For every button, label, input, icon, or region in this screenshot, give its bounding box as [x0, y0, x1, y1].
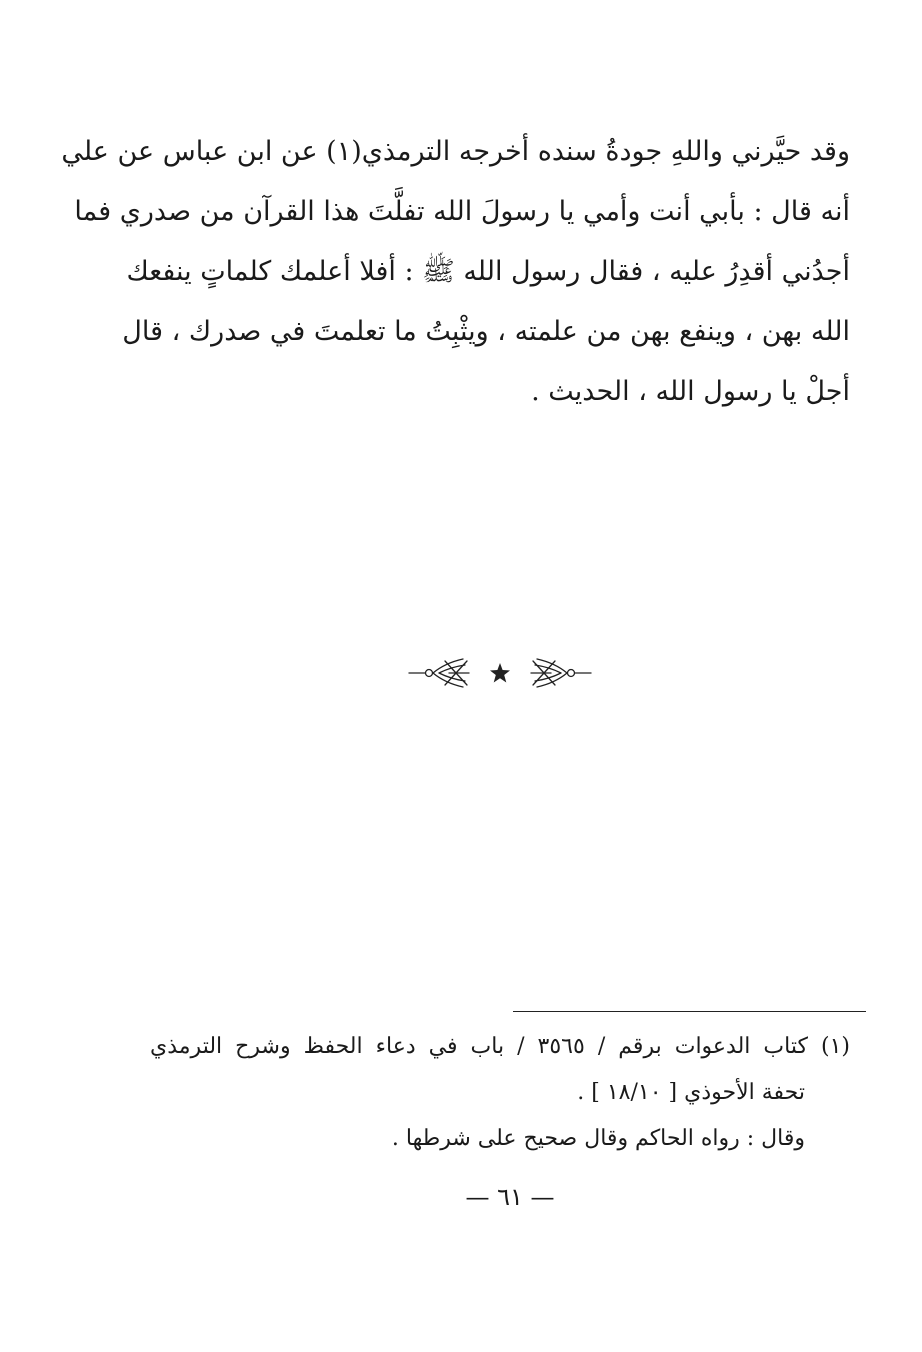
- footnote-separator: [513, 1011, 866, 1012]
- footnote-line: وقال : رواه الحاكم وقال صحيح على شرطها .: [391, 1126, 805, 1151]
- main-text-block: [61, 122, 850, 422]
- page-number: — ٦١ —: [465, 1183, 555, 1211]
- footnote-line: تحفة الأحوذي [ ١٨/١٠ ] .: [577, 1080, 805, 1105]
- footnotes-block: [150, 1024, 850, 1162]
- text-line: وقد حيَّرني واللهِ جودةُ سنده أخرجه الترمذي(١) عن ابن عباس عن علي: [61, 136, 850, 167]
- text-line: أنه قال : بأبي أنت وأمي يا رسولَ الله تفلَّتَ هذا القرآن من صدري فما: [74, 196, 850, 227]
- text-line: أجدُني أقدِرُ عليه ، فقال رسول الله ﷺ : أفلا أعلمك كلماتٍ ينفعك: [126, 256, 850, 287]
- text-line: أجلْ يا رسول الله ، الحديث .: [531, 376, 850, 407]
- footnote-line: (١) كتاب الدعوات برقم / ٣٥٦٥ / باب في دعاء الحفظ وشرح الترمذي: [150, 1034, 850, 1059]
- floral-divider-icon: [405, 653, 595, 693]
- text-line: الله بهن ، وينفع بهن من علمته ، ويثْبِتُ ما تعلمتَ في صدرك ، قال: [122, 316, 850, 347]
